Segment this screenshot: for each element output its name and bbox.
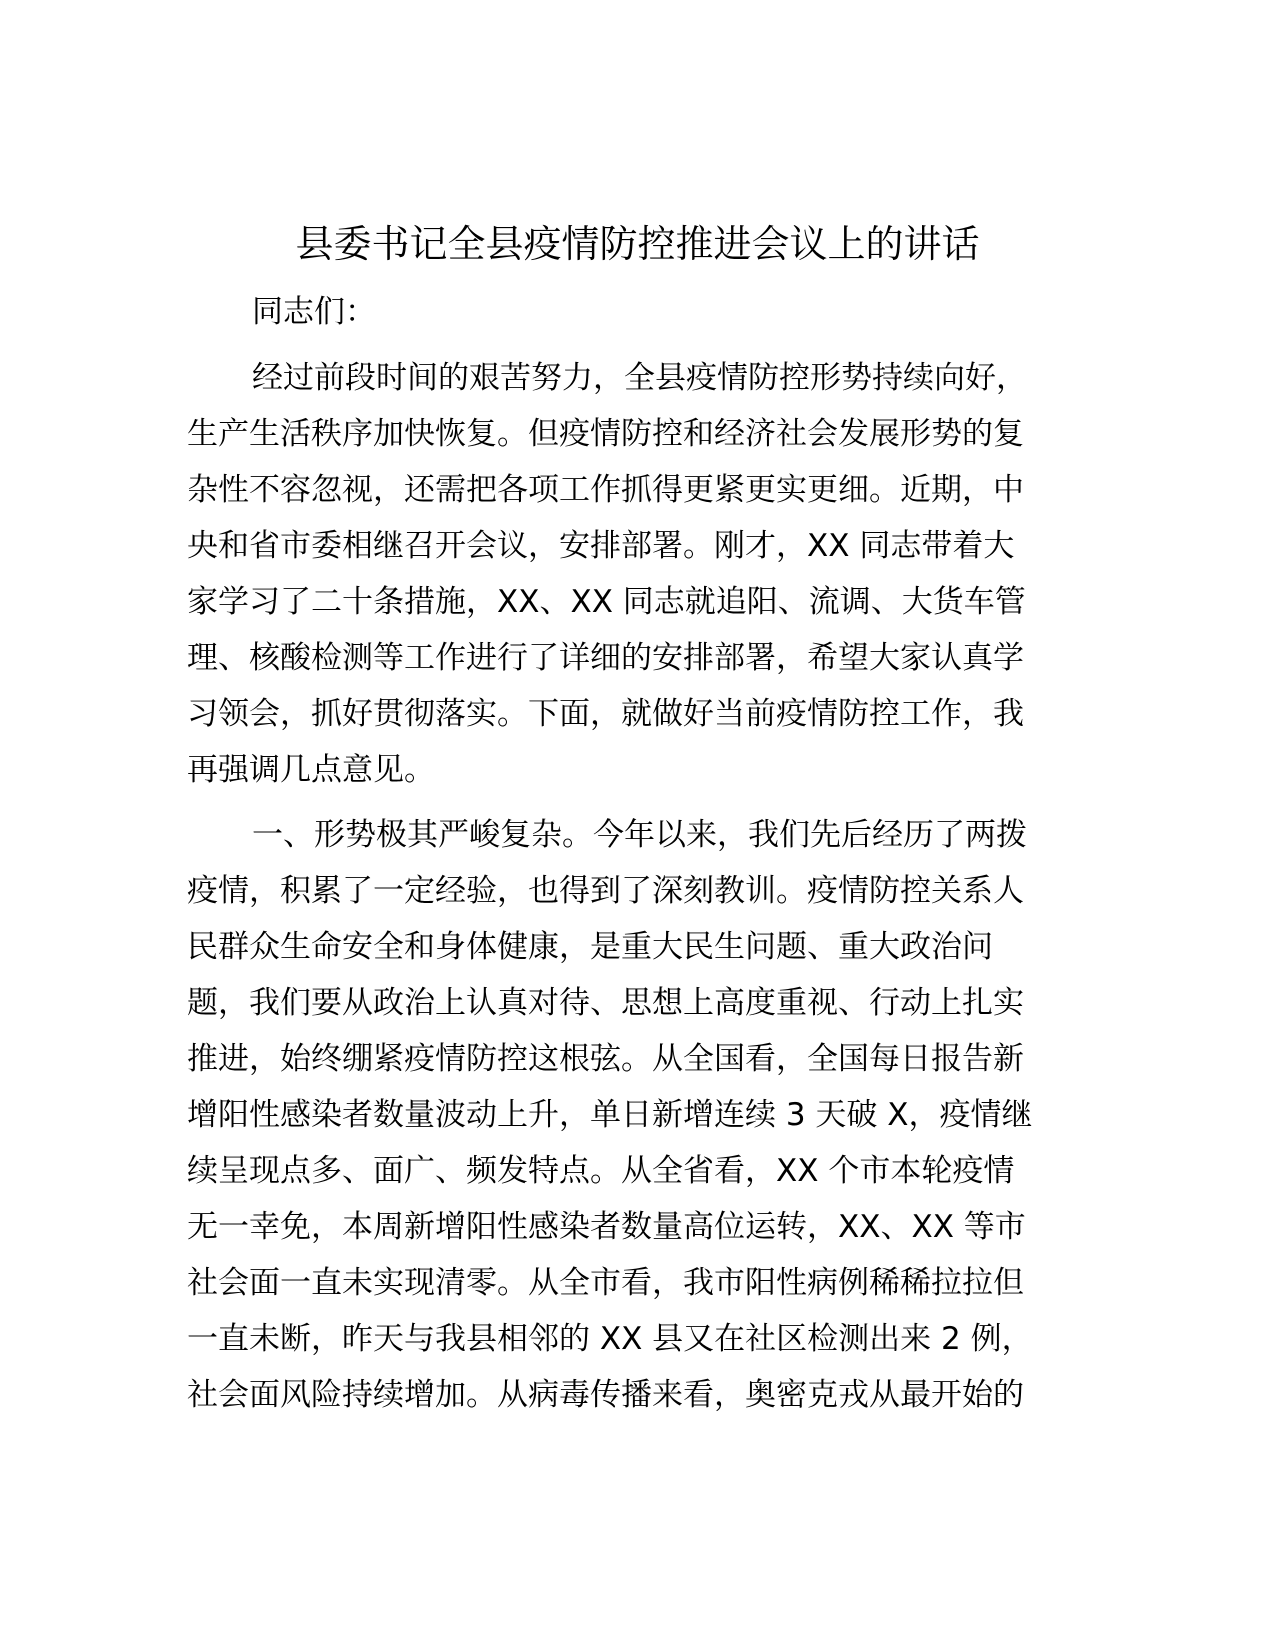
paragraph1-line: 生产生活秩序加快恢复。但疫情防控和经济社会发展形势的复: [187, 416, 1024, 452]
paragraph2-line: 社会面风险持续增加。从病毒传播来看，奥密克戎从最开始的: [187, 1377, 1024, 1413]
paragraph2-line: 一直未断，昨天与我县相邻的 XX 县又在社区检测出来 2 例，: [187, 1321, 1033, 1357]
paragraph1-line: 经过前段时间的艰苦努力，全县疫情防控形势持续向好，: [252, 360, 1027, 396]
paragraph2-line: 续呈现点多、面广、频发特点。从全省看，XX 个市本轮疫情: [187, 1153, 1015, 1189]
paragraph2-line: 题，我们要从政治上认真对待、思想上高度重视、行动上扎实: [187, 985, 1024, 1021]
greeting: 同志们：: [252, 294, 376, 330]
paragraph1-line: 央和省市委相继召开会议，安排部署。刚才，XX 同志带着大: [187, 528, 1015, 564]
paragraph2-line: 推进，始终绷紧疫情防控这根弦。从全国看，全国每日报告新: [187, 1041, 1024, 1077]
paragraph1-line: 杂性不容忽视，还需把各项工作抓得更紧更实更细。近期，中: [187, 472, 1024, 508]
document-title: 县委书记全县疫情防控推进会议上的讲话: [295, 222, 980, 266]
paragraph1-line: 再强调几点意见。: [187, 752, 435, 788]
paragraph2-line: 疫情，积累了一定经验，也得到了深刻教训。疫情防控关系人: [187, 873, 1024, 909]
paragraph2-line: 社会面一直未实现清零。从全市看，我市阳性病例稀稀拉拉但: [187, 1265, 1024, 1301]
paragraph1-line: 家学习了二十条措施，XX、XX 同志就追阳、流调、大货车管: [187, 584, 1026, 620]
paragraph2-line: 增阳性感染者数量波动上升，单日新增连续 3 天破 X，疫情继: [187, 1097, 1033, 1133]
paragraph2-line: 无一幸免，本周新增阳性感染者数量高位运转，XX、XX 等市: [187, 1209, 1026, 1245]
paragraph2-line: 一、形势极其严峻复杂。今年以来，我们先后经历了两拨: [252, 817, 1027, 853]
paragraph2-line: 民群众生命安全和身体健康，是重大民生问题、重大政治问: [187, 929, 993, 965]
paragraph1-line: 理、核酸检测等工作进行了详细的安排部署，希望大家认真学: [187, 640, 1024, 676]
paragraph1-line: 习领会，抓好贯彻落实。下面，就做好当前疫情防控工作，我: [187, 696, 1024, 732]
